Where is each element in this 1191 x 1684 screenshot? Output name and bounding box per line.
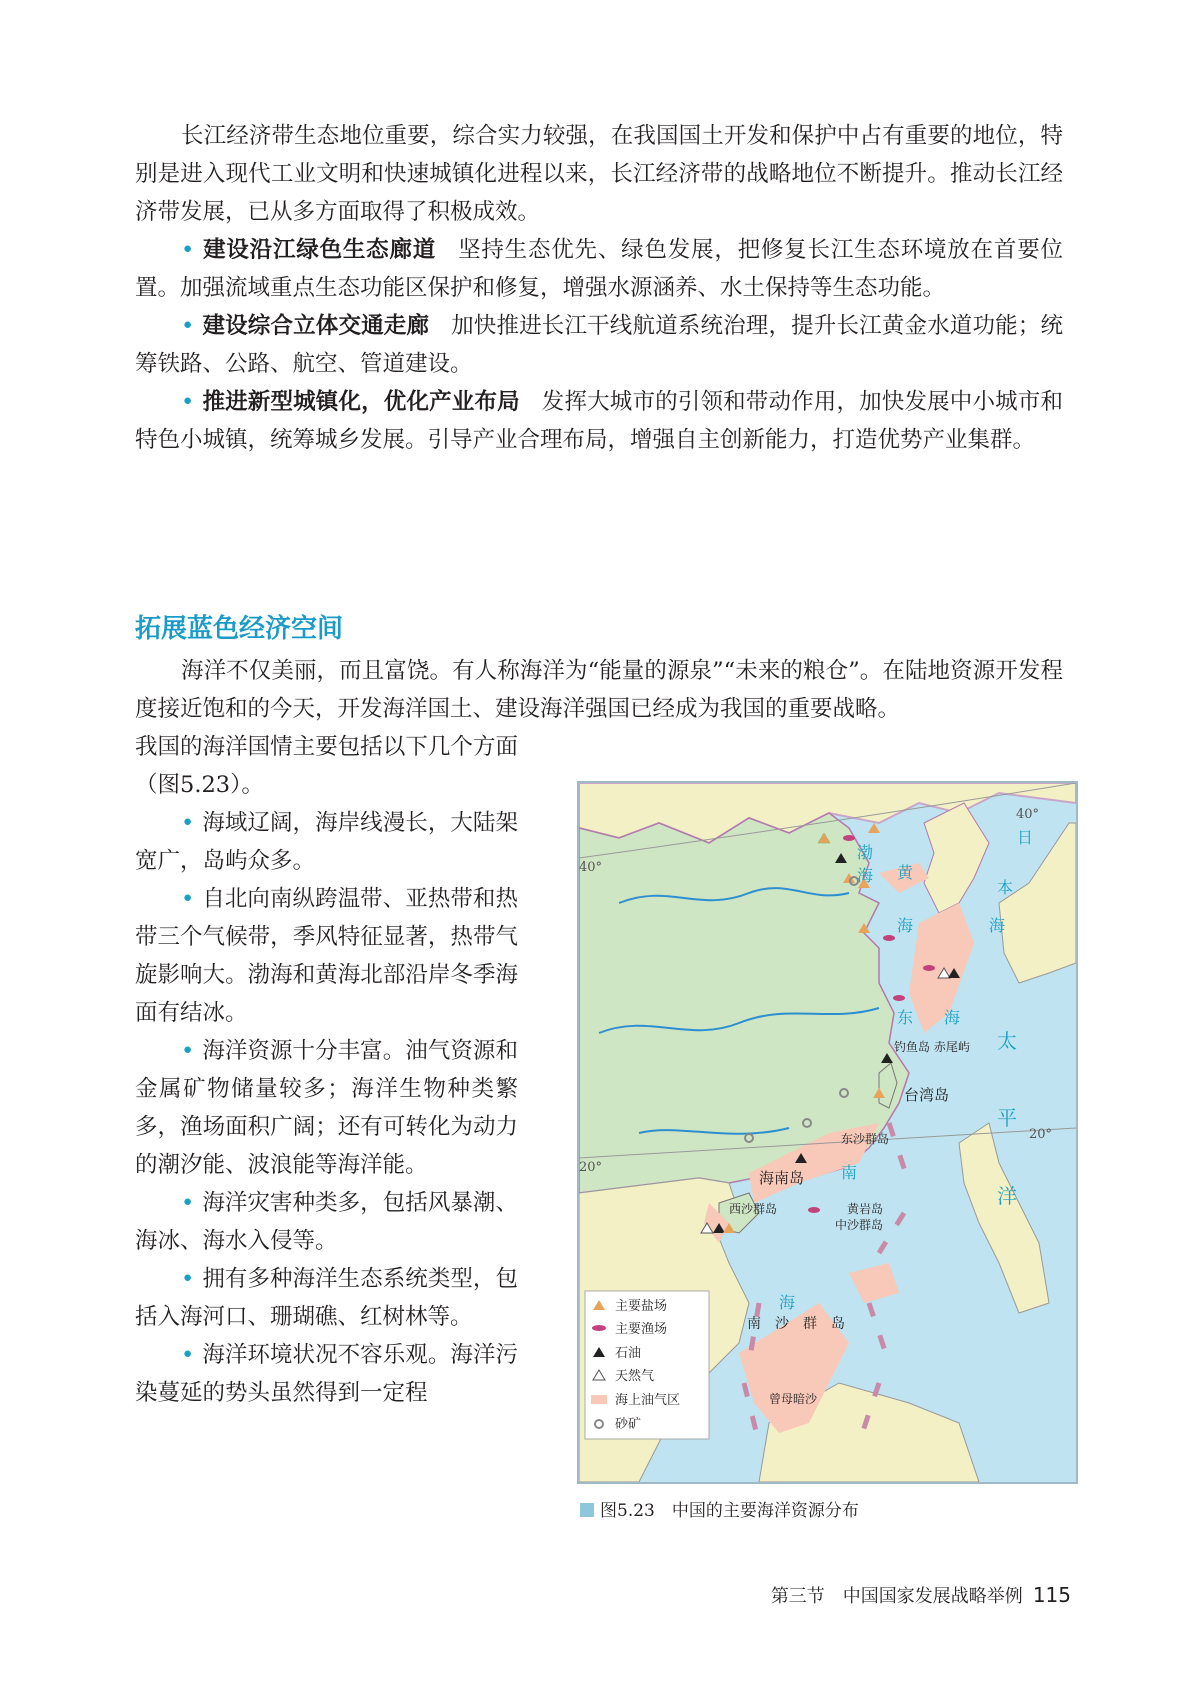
map-svg: [579, 783, 1076, 1482]
ocean-bullet-text: 拥有多种海洋生态系统类型，包括入海河口、珊瑚礁、红树林等。: [135, 1266, 518, 1330]
legend-label: 主要渔场: [615, 1322, 668, 1337]
pink-area-icon: [591, 1395, 607, 1404]
east-sea-label: 东: [897, 1008, 914, 1027]
ocean-bullet: [135, 1032, 518, 1184]
taiwan-label: 台湾岛: [904, 1086, 950, 1104]
page-number: 115: [1032, 1583, 1071, 1607]
legend-label: 石油: [615, 1346, 642, 1361]
bullet-title: 建设沿江绿色生态廊道: [202, 237, 437, 263]
bullet-dot-icon: •: [181, 1342, 195, 1368]
intro-paragraph: 长江经济带生态地位重要，综合实力较强，在我国国土开发和保护中占有重要的地位，特别是进入现代工业文明和快速城镇化进程以来，长江经济带的战略地位不断提升。推动长江经济带发展，已从多方面取得了积极成效。: [135, 123, 1063, 225]
bullet-dot-icon: •: [181, 389, 195, 415]
zengmu-label: 曾母暗沙: [769, 1392, 818, 1406]
bohai-label: 海: [857, 866, 874, 885]
caption-text: 图5.23 中国的主要海洋资源分布: [600, 1501, 859, 1521]
yellow-sea-label: 黄: [897, 863, 914, 882]
latitude-label: 40°: [1016, 807, 1040, 822]
ocean-bullet-text: 海洋灾害种类多，包括风暴潮、海冰、海水入侵等。: [135, 1190, 518, 1254]
fishery-icon: [843, 835, 855, 841]
legend-label: 主要盐场: [615, 1299, 668, 1314]
ocean-bullet: [135, 1184, 518, 1260]
ocean-intro-continued: 我国的海洋国情主要包括以下几个方面（图5.23）。: [135, 734, 518, 798]
caption-marker-icon: [580, 1503, 594, 1517]
japan-sea-label: 海: [989, 916, 1006, 935]
ocean-intro-paragraph: 海洋不仅美丽，而且富饶。有人称海洋为“能量的源泉”“未来的粮仓”。在陆地资源开发程度接近饱和的今天，开发海洋国土、建设海洋强国已经成为我国的重要战略。: [135, 658, 1063, 722]
ocean-bullet: [135, 1336, 518, 1412]
bullet-transport-corridor: [135, 307, 1063, 383]
figure-caption: [580, 1496, 859, 1521]
ocean-bullet: [135, 880, 518, 1032]
fish-icon: [592, 1325, 606, 1331]
bullet-title: 建设综合立体交通走廊: [202, 313, 430, 339]
pacific-label: 太: [997, 1029, 1017, 1053]
zhongsha-label: 中沙群岛: [835, 1218, 884, 1232]
ocean-resources-map: [577, 781, 1078, 1484]
japan-sea-label: 本: [997, 878, 1014, 897]
ocean-bullet: [135, 1260, 518, 1336]
page-footer: [771, 1582, 1071, 1608]
bullet-dot-icon: •: [181, 810, 195, 836]
bullet-dot-icon: •: [181, 237, 195, 263]
fishery-icon: [923, 965, 935, 971]
japan-sea-label: 日: [1017, 828, 1034, 847]
nansha-label: 南 沙 群 岛: [747, 1316, 845, 1332]
east-sea-label: 海: [944, 1008, 961, 1027]
bullet-text: 发挥大城市的引领和带动作用，加快发展中小城市和特色小城镇，统筹城乡发展。引导产业合理布局，增强自主创新能力，打造优势产业集群。: [135, 389, 1063, 453]
bullet-text: 坚持生态优先、绿色发展，把修复长江生态环境放在首要位置。加强流域重点生态功能区保护和修复，增强水源涵养、水土保持等生态功能。: [135, 237, 1063, 301]
legend-label: 海上油气区: [615, 1393, 681, 1408]
hainan-label: 海南岛: [759, 1169, 805, 1187]
bullet-urbanization: [135, 383, 1063, 459]
footer-section-title: 第三节 中国国家发展战略举例: [770, 1586, 1023, 1607]
dongsha-label: 东沙群岛: [841, 1132, 890, 1146]
ocean-bullet: [135, 804, 518, 880]
bullet-dot-icon: •: [181, 1038, 195, 1064]
latitude-label: 40°: [579, 860, 603, 875]
bullet-dot-icon: •: [181, 1190, 195, 1216]
ocean-bullet-text: 海域辽阔，海岸线漫长，大陆架宽广，岛屿众多。: [135, 810, 518, 874]
map-legend: [585, 1291, 709, 1439]
bohai-label: 渤: [857, 843, 874, 862]
latitude-label: 20°: [1029, 1127, 1053, 1142]
pacific-label: 洋: [997, 1184, 1017, 1208]
bullet-green-corridor: [135, 231, 1063, 307]
bullet-dot-icon: •: [181, 1266, 195, 1292]
xisha-label: 西沙群岛: [729, 1202, 778, 1216]
fishery-icon: [893, 995, 905, 1001]
fishery-icon: [883, 935, 895, 941]
pacific-label: 平: [997, 1106, 1017, 1130]
section-title: 拓展蓝色经济空间: [135, 614, 344, 644]
ocean-bullet-text: 自北向南纵跨温带、亚热带和热带三个气候带，季风特征显著，热带气旋影响大。渤海和黄海北部沿岸冬季海面有结冰。: [135, 886, 518, 1026]
legend-label: 天然气: [615, 1369, 655, 1384]
bullet-text: 加快推进长江干线航道系统治理，提升长江黄金水道功能；统筹铁路、公路、航空、管道建设。: [135, 313, 1063, 377]
yellow-sea-label: 海: [897, 916, 914, 935]
huangyan-label: 黄岩岛: [847, 1202, 884, 1216]
legend-label: 砂矿: [615, 1417, 642, 1432]
fishery-icon: [808, 1207, 820, 1213]
diaoyu-label: 钓鱼岛 赤尾屿: [894, 1040, 970, 1054]
bullet-dot-icon: •: [181, 886, 195, 912]
south-sea-label: 南: [841, 1163, 858, 1182]
south-sea-label: 海: [779, 1293, 796, 1312]
ocean-bullet-text: 海洋资源十分丰富。油气资源和金属矿物储量较多；海洋生物种类繁多，渔场面积广阔；还有可转化为动力的潮汐能、波浪能等海洋能。: [135, 1038, 518, 1178]
latitude-label: 20°: [579, 1160, 603, 1175]
bullet-dot-icon: •: [181, 313, 195, 339]
bullet-title: 推进新型城镇化，优化产业布局: [202, 389, 520, 415]
ocean-bullet-text: 海洋环境状况不容乐观。海洋污染蔓延的势头虽然得到一定程: [135, 1342, 518, 1406]
